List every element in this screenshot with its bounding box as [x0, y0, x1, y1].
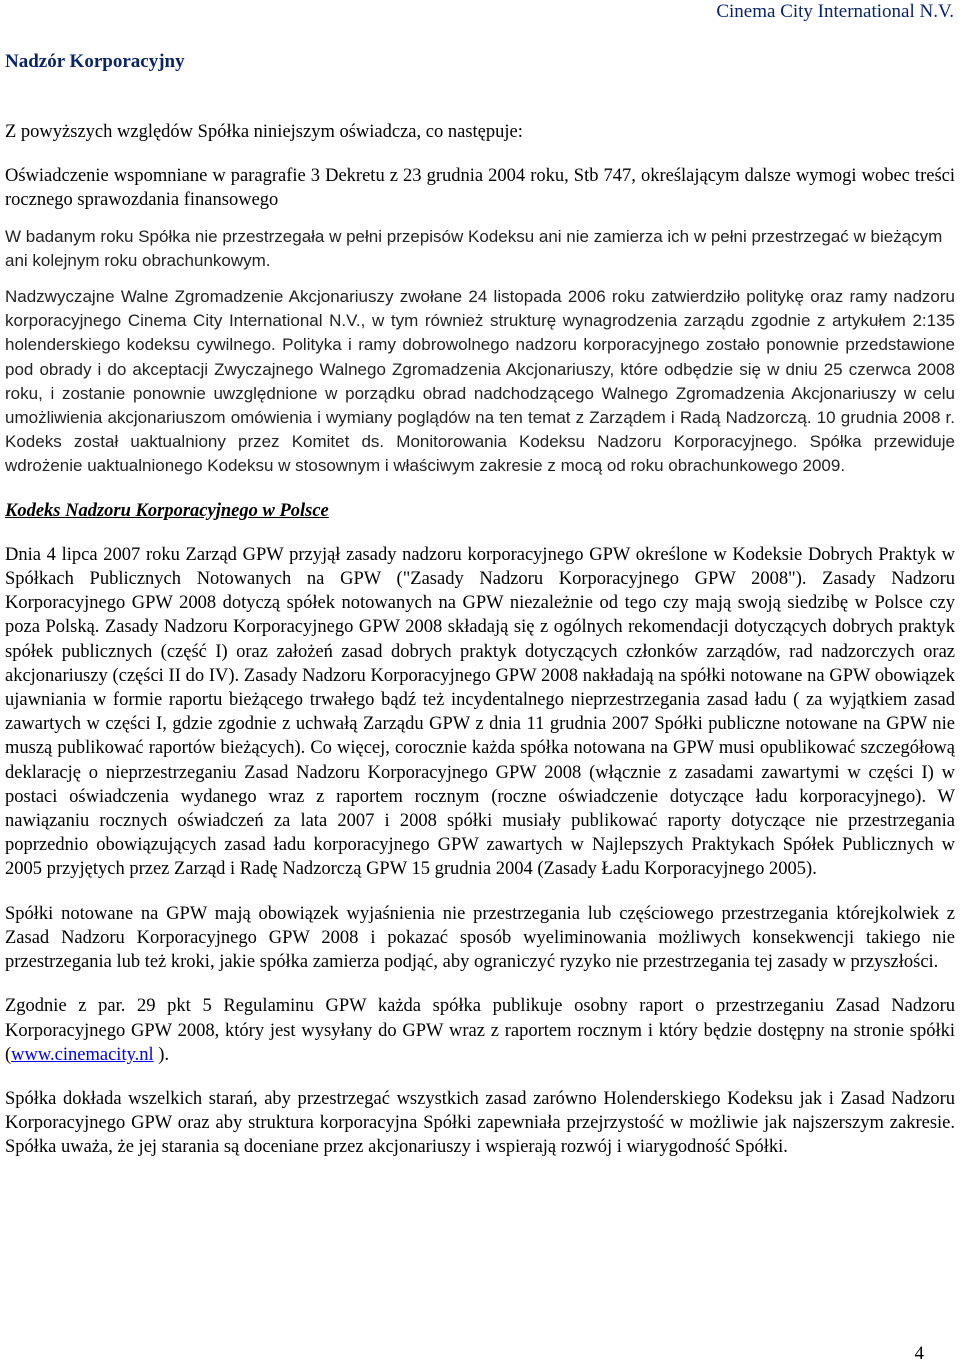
subheading-polish-code: Kodeks Nadzoru Korporacyjnego w Polsce [5, 500, 329, 521]
paragraph-statement: Oświadczenie wspomniane w paragrafie 3 Dekretu z 23 grudnia 2004 roku, Stb 747, określającym dalsze wymogi wobec treści rocznego sprawozdania finansowego [5, 166, 955, 211]
page-number: 4 [914, 1343, 924, 1364]
paragraph-shareholders-meeting [5, 285, 955, 479]
page-header-company: Cinema City International N.V. [716, 1, 954, 22]
paragraph-regulation-end: ). [153, 1044, 170, 1065]
paragraph-regulation [5, 994, 955, 1067]
paragraph-compliance: W badanym roku Spółka nie przestrzegała w pełni przepisów Kodeksu ani nie zamierza ich w pełni przestrzegać w bieżącym ani kolejnym roku obrachunkowym. [5, 226, 943, 270]
paragraph-closing: Spółka dokłada wszelkich starań, aby przestrzegać wszystkich zasad zarówno Holenderskiego Kodeksu jak i Zasad Nadzoru Korporacyjnego GPW oraz aby struktura korporacyjna Spółki zapewniała przejrzystość w możliwie jak najszerszym zakresie. Spółka uważa, że jej starania są doceniane przez akcjonariuszy i wspierają rozwój i wiarygodność Spółki. [5, 1088, 955, 1158]
paragraph-intro: Z powyższych względów Spółka niniejszym oświadcza, co następuje: [5, 122, 523, 142]
document-body [5, 120, 955, 1180]
paragraph-shareholders-meeting-text: Nadzwyczajne Walne Zgromadzenie Akcjonariuszy zwołane 24 listopada 2006 roku zatwierdziło politykę oraz ramy nadzoru korporacyjnego Cinema City International N.V., w tym również strukturę wynagrodzenia zarządu zgodnie z artykułem 2:135 holenderskiego kodeksu cywilnego. Polityka i ramy dobrowolnego nadzoru korporacyjnego zostało ponownie przedstawione pod obrady i do akceptacji Zwyczajnego Walnego Zgromadzenia Akcjonariuszy, które odbędzie się w dniu 25 czerwca 2008 roku, i zostanie ponownie uwzględnione w porządku obrad nadchodzącego Walnego Zgromadzenia Akcjonariuszy w celu umożliwienia akcjonariuszom omówienia i wymiany poglądów na ten temat z Zarządem i Radą Nadzorczą. 10 grudnia 2008 r. Kodeks został uaktualniony przez Komitet ds. Monitorowania Kodeksu Nadzoru Korporacyjnego. Spółka przewiduje wdrożenie uaktualnionego Kodeksu w stosownym i właściwym zakresie z mocą od roku obrachunkowego 2009. [5, 287, 955, 476]
section-heading: Nadzór Korporacyjny [5, 51, 185, 72]
paragraph-regulation-text: Zgodnie z par. 29 pkt 5 Regulaminu GPW każda spółka publikuje osobny raport o przestrzeganiu Zasad Nadzoru Korporacyjnego GPW 2008, który jest wysyłany do GPW wraz z raportem rocznym i który będzie dostępny na stronie spółki ( [5, 996, 955, 1065]
paragraph-gpw-rules: Dnia 4 lipca 2007 roku Zarząd GPW przyjął zasady nadzoru korporacyjnego GPW określone w Kodeksie Dobrych Praktyk w Spółkach Publicznych Notowanych na GPW ("Zasady Nadzoru Korporacyjnego GPW 2008"). Zasady Nadzoru Korporacyjnego GPW 2008 dotyczą spółek notowanych na GPW niezależnie od tego czy mają swoją siedzibę w Polsce czy poza Polską. Zasady Nadzoru Korporacyjnego GPW 2008 składają się z ogólnych rekomendacji dotyczących dobrych praktyk spółek publicznych (część I) oraz założeń zasad dobrych praktyk dotyczących członków zarządów, rad nadzorczych oraz akcjonariuszy (części II do IV). Zasady Nadzoru Korporacyjnego GPW 2008 nakładają na spółki notowane na GPW obowiązek ujawniania w formie raportu bieżącego trwałego bądź też incydentalnego nieprzestrzegania zasad ładu ( za wyjątkiem zasad zawartych w części I, gdzie zgodnie z uchwałą Zarządu GPW z dnia 11 grudnia 2007 Spółki publiczne notowane na GPW nie muszą publikować raportów bieżących). Co więcej, corocznie każda spółka notowana na GPW musi opublikować szczegółową deklarację o nieprzestrzeganiu Zasad Nadzoru Korporacyjnego GPW 2008 (włącznie z zasadami zawartymi w części I) w postaci oświadczenia wydanego wraz z raportem rocznym (roczne oświadczenie dotyczące ładu korporacyjnego). W nawiązaniu rocznych oświadczeń za lata 2007 i 2008 spółki musiały publikować raporty dotyczące nie przestrzegania poprzednio obowiązujących zasad ładu korporacyjnego GPW zawartych w Najlepszych Praktykach Spółek Publicznych w 2005 przyjętych przez Zarząd i Radę Nadzorczą GPW 15 grudnia 2004 (Zasady Ładu Korporacyjnego 2005). [5, 544, 955, 880]
website-link[interactable]: www.cinemacity.nl [11, 1044, 154, 1065]
paragraph-explanation-obligation: Spółki notowane na GPW mają obowiązek wyjaśnienia nie przestrzegania lub częściowego przestrzegania którejkolwiek z Zasad Nadzoru Korporacyjnego GPW 2008 i pokazać sposób wyeliminowania możliwych konsekwencji takiego nie przestrzegania lub też kroki, jakie spółka zamierza podjąć, aby ograniczyć ryzyko nie przestrzegania tej zasady w przyszłości. [5, 903, 955, 973]
